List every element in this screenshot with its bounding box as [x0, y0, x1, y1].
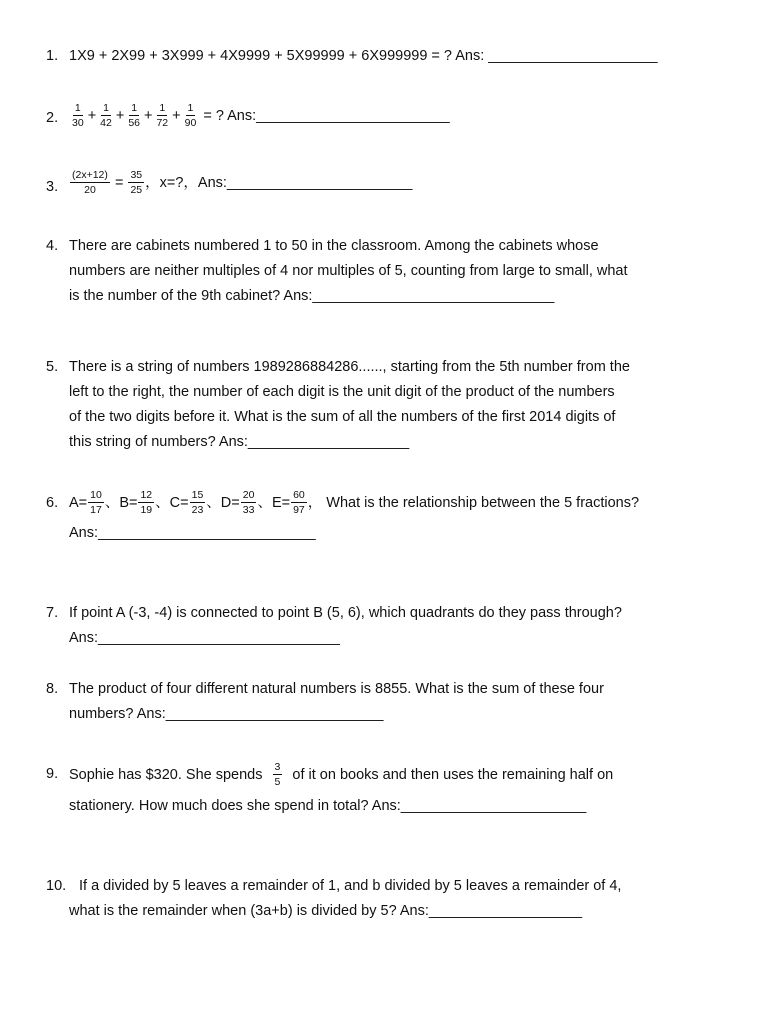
question-number: 7. — [46, 605, 59, 621]
fraction-label-b: B= — [119, 495, 138, 511]
text-line: There is a string of numbers 1989286884286......, starting from the 5th number from the — [69, 359, 630, 375]
plus-sign: + — [87, 107, 97, 124]
question-text-line-2: what is the remainder when (3a+b) is divided by 5? Ans:___________________ — [69, 903, 583, 919]
text-segment: Sophie has $320. She spends — [69, 767, 263, 783]
fraction: $\frac{1}{42}$ — [100, 102, 112, 129]
question-number: 9. — [46, 766, 59, 782]
fraction-lhs: $\frac{(2x+12)}{20}$ — [72, 169, 108, 196]
question-2 — [46, 103, 736, 129]
question-number: 8. — [46, 681, 59, 697]
fraction: $\frac{1}{72}$ — [156, 102, 169, 129]
text-line: Ans:______________________________ — [69, 630, 340, 646]
equals-question: = ? — [203, 107, 224, 124]
fraction: $\frac{1}{90}$ — [184, 102, 197, 129]
text-line: If point A (-3, -4) is connected to point B (5, 6), which quadrants do they pass through? — [69, 605, 622, 621]
text-line: There are cabinets numbered 1 to 50 in the classroom. Among the cabinets whose — [69, 238, 599, 254]
question-text — [69, 677, 736, 727]
fraction: $\frac{1}{30}$ — [72, 102, 84, 129]
fraction-label-c: C= — [169, 495, 189, 511]
question-expression — [69, 486, 736, 546]
fraction-rhs: $\frac{35}{25}$ — [130, 169, 143, 196]
question-tail: ，x=?，Ans:_______________________ — [145, 174, 413, 191]
fraction: $\frac{3}{5}$ — [274, 761, 281, 789]
question-text: 1X9 + 2X99 + 3X999 + 4X9999 + 5X99999 + 6X999999 = ? Ans: _____________________ — [69, 48, 658, 64]
separator: 、 — [206, 495, 221, 511]
answer-blank: Ans:___________________________ — [69, 525, 316, 541]
question-4 — [46, 234, 736, 309]
question-number: 5. — [46, 359, 59, 375]
text-line: numbers? Ans:___________________________ — [69, 706, 384, 722]
question-text: What is the relationship between the 5 fractions? — [326, 495, 640, 511]
question-text — [69, 355, 736, 455]
text-segment: of it on books and then uses the remaining half on — [292, 767, 614, 783]
fraction-label-e: E= — [271, 495, 291, 511]
question-number: 6. — [46, 495, 59, 511]
question-number: 10. — [46, 878, 67, 894]
fraction-b: $\frac{12}{19}$ — [140, 489, 153, 517]
fraction-label-d: D= — [220, 495, 240, 511]
question-text — [69, 601, 736, 651]
plus-sign: + — [172, 107, 181, 124]
text-line: numbers are neither multiples of 4 nor multiples of 5, counting from large to small, what — [69, 263, 628, 279]
equals-sign: = — [114, 174, 124, 191]
question-text — [69, 234, 736, 309]
fraction-e: $\frac{60}{97}$ — [293, 489, 305, 517]
separator: 、 — [257, 495, 272, 511]
question-text — [69, 758, 736, 819]
question-number: 4. — [46, 238, 59, 254]
separator: 、 — [104, 495, 120, 511]
question-7 — [46, 601, 736, 651]
question-expression — [69, 103, 736, 129]
fraction-a: $\frac{10}{17}$ — [90, 489, 102, 517]
question-8 — [46, 677, 736, 727]
plus-sign: + — [115, 107, 125, 124]
question-expression — [69, 170, 736, 196]
question-9 — [46, 758, 736, 819]
text-line: is the number of the 9th cabinet? Ans:______________________________ — [69, 288, 555, 304]
text-line: left to the right, the number of each digit is the unit digit of the product of the numbers — [69, 384, 615, 400]
question-10 — [46, 874, 736, 924]
question-text-line-1: If a divided by 5 leaves a remainder of 1, and b divided by 5 leaves a remainder of 4, — [79, 878, 622, 894]
question-number: 1. — [46, 48, 59, 64]
fraction-d: $\frac{20}{33}$ — [242, 489, 255, 517]
question-5 — [46, 355, 736, 455]
plus-sign: + — [144, 107, 153, 124]
question-3 — [46, 170, 736, 196]
fraction: $\frac{1}{56}$ — [128, 102, 140, 129]
question-number: 2. — [46, 110, 59, 126]
text-line: The product of four different natural numbers is 8855. What is the sum of these four — [69, 681, 604, 697]
separator: 、 — [155, 495, 170, 511]
answer-blank: Ans:________________________ — [227, 107, 450, 124]
question-1 — [46, 44, 736, 69]
fraction-label-a: A= — [69, 495, 88, 511]
separator: ， — [307, 495, 323, 511]
question-6 — [46, 486, 736, 546]
text-line: of the two digits before it. What is the sum of all the numbers of the first 2014 digits of — [69, 409, 616, 425]
text-line: stationery. How much does she spend in total? Ans:_______________________ — [69, 798, 587, 814]
text-line: this string of numbers? Ans:____________________ — [69, 434, 410, 450]
fraction-c: $\frac{15}{23}$ — [191, 489, 204, 517]
question-number: 3. — [46, 179, 59, 195]
